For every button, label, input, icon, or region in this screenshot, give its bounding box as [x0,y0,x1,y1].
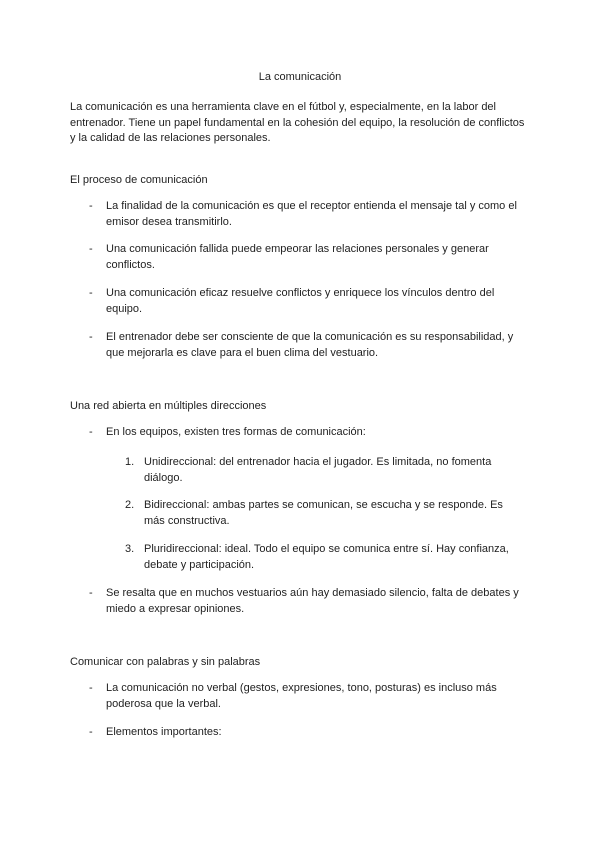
bullet-text: En los equipos, existen tres formas de comunicación: [106,426,366,438]
bullet-text: Una comunicación eficaz resuelve conflictos y enriquece los vínculos dentro del equipo. [106,287,495,315]
section-heading-red-abierta: Una red abierta en múltiples direcciones [70,400,267,412]
intro-paragraph: La comunicación es una herramienta clave en el fútbol y, especialmente, en la labor del entrenador. Tiene un papel fundamental en la cohesión del equipo, la resolución de conflictos y la calidad de las relaciones personales. [70,101,525,144]
bullet-marker: - [89,587,93,599]
bullet-marker: - [89,243,93,255]
bullet-text: Se resalta que en muchos vestuarios aún hay demasiado silencio, falta de debates y miedo a expresar opiniones. [106,587,519,615]
item-text: Pluridireccional: ideal. Todo el equipo se comunica entre sí. Hay confianza, debate y participación. [144,543,509,571]
item-text: Bidireccional: ambas partes se comunican, se escucha y se responde. Es más constructiva. [144,499,503,527]
bullet-text: La comunicación no verbal (gestos, expresiones, tono, posturas) es incluso más poderosa que la verbal. [106,682,497,710]
document-title: La comunicación [258,71,342,83]
bullet-text: Elementos importantes: [106,726,222,738]
section-heading-proceso: El proceso de comunicación [70,174,208,186]
bullet-marker: - [89,331,93,343]
bullet-marker: - [89,726,93,738]
bullet-text: El entrenador debe ser consciente de que la comunicación es su responsabilidad, y que mejorarla es clave para el buen clima del vestuario. [106,331,514,359]
bullet-text: La finalidad de la comunicación es que el receptor entienda el mensaje tal y como el emisor desea transmitirlo. [106,200,517,228]
bullet-marker: - [89,200,93,212]
item-number: 2. [125,499,135,511]
bullet-text: Una comunicación fallida puede empeorar las relaciones personales y generar conflictos. [106,243,489,271]
item-text: Unidireccional: del entrenador hacia el jugador. Es limitada, no fomenta diálogo. [144,456,492,484]
item-number: 1. [125,456,135,468]
bullet-marker: - [89,287,93,299]
bullet-marker: - [89,426,93,438]
bullet-marker: - [89,682,93,694]
section-heading-comunicar: Comunicar con palabras y sin palabras [70,656,261,668]
item-number: 3. [125,543,135,555]
